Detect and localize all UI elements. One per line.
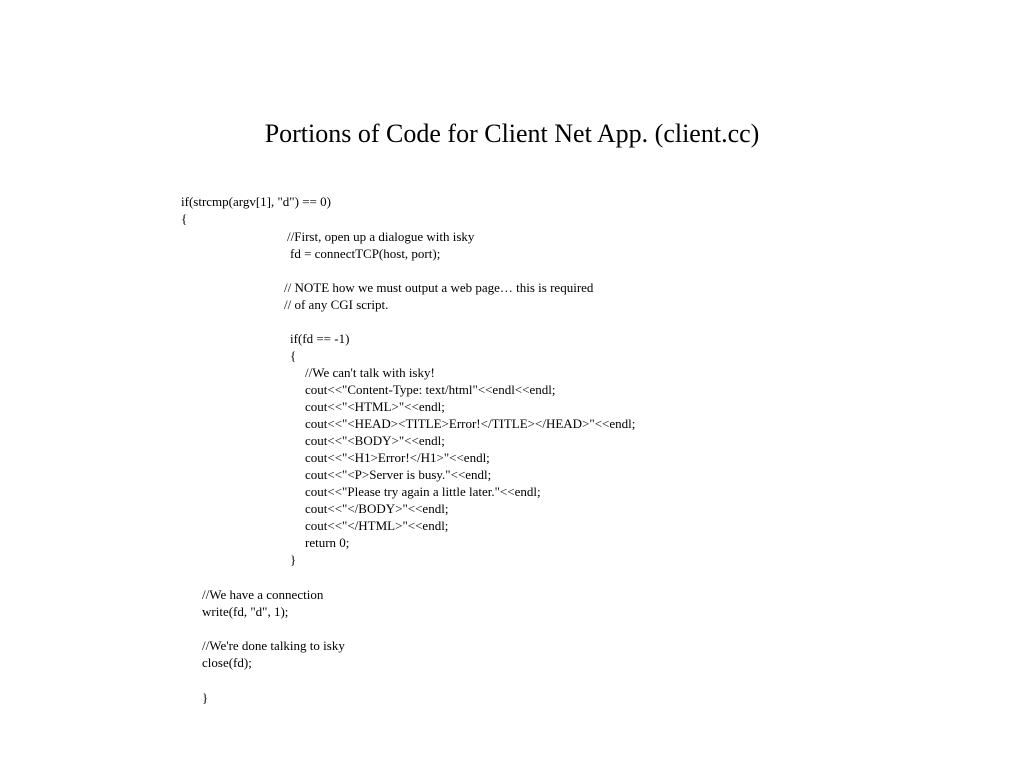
code-line: fd = connectTCP(host, port); — [290, 246, 441, 261]
code-line: //First, open up a dialogue with isky — [287, 229, 475, 244]
code-line: //We're done talking to isky — [202, 638, 345, 653]
code-line: //We have a connection — [202, 587, 324, 602]
code-line: if(fd == -1) — [290, 331, 350, 346]
code-line: cout<<"Please try again a little later."<<endl; — [305, 484, 541, 499]
code-line: cout<<"<HEAD><TITLE>Error!</TITLE></HEAD>"<<endl; — [305, 416, 636, 431]
code-line: } — [202, 690, 209, 705]
code-line: } — [290, 552, 297, 567]
code-line: cout<<"<H1>Error!</H1>"<<endl; — [305, 450, 490, 465]
code-line: // NOTE how we must output a web page… this is required — [284, 280, 594, 295]
code-line: cout<<"<HTML>"<<endl; — [305, 399, 445, 414]
code-line: return 0; — [305, 535, 350, 550]
code-line: { — [290, 348, 297, 363]
code-line: { — [181, 211, 188, 226]
code-line: close(fd); — [202, 655, 252, 670]
code-line: cout<<"</BODY>"<<endl; — [305, 501, 449, 516]
code-line: cout<<"</HTML>"<<endl; — [305, 518, 449, 533]
code-line: if(strcmp(argv[1], "d") == 0) — [181, 194, 331, 209]
code-line: cout<<"<P>Server is busy."<<endl; — [305, 467, 492, 482]
slide-title: Portions of Code for Client Net App. (client.cc) — [264, 119, 760, 148]
code-line: // of any CGI script. — [284, 297, 389, 312]
code-line: cout<<"Content-Type: text/html"<<endl<<endl; — [305, 382, 556, 397]
code-line: cout<<"<BODY>"<<endl; — [305, 433, 445, 448]
code-line: write(fd, "d", 1); — [202, 604, 289, 619]
code-line: //We can't talk with isky! — [305, 365, 435, 380]
